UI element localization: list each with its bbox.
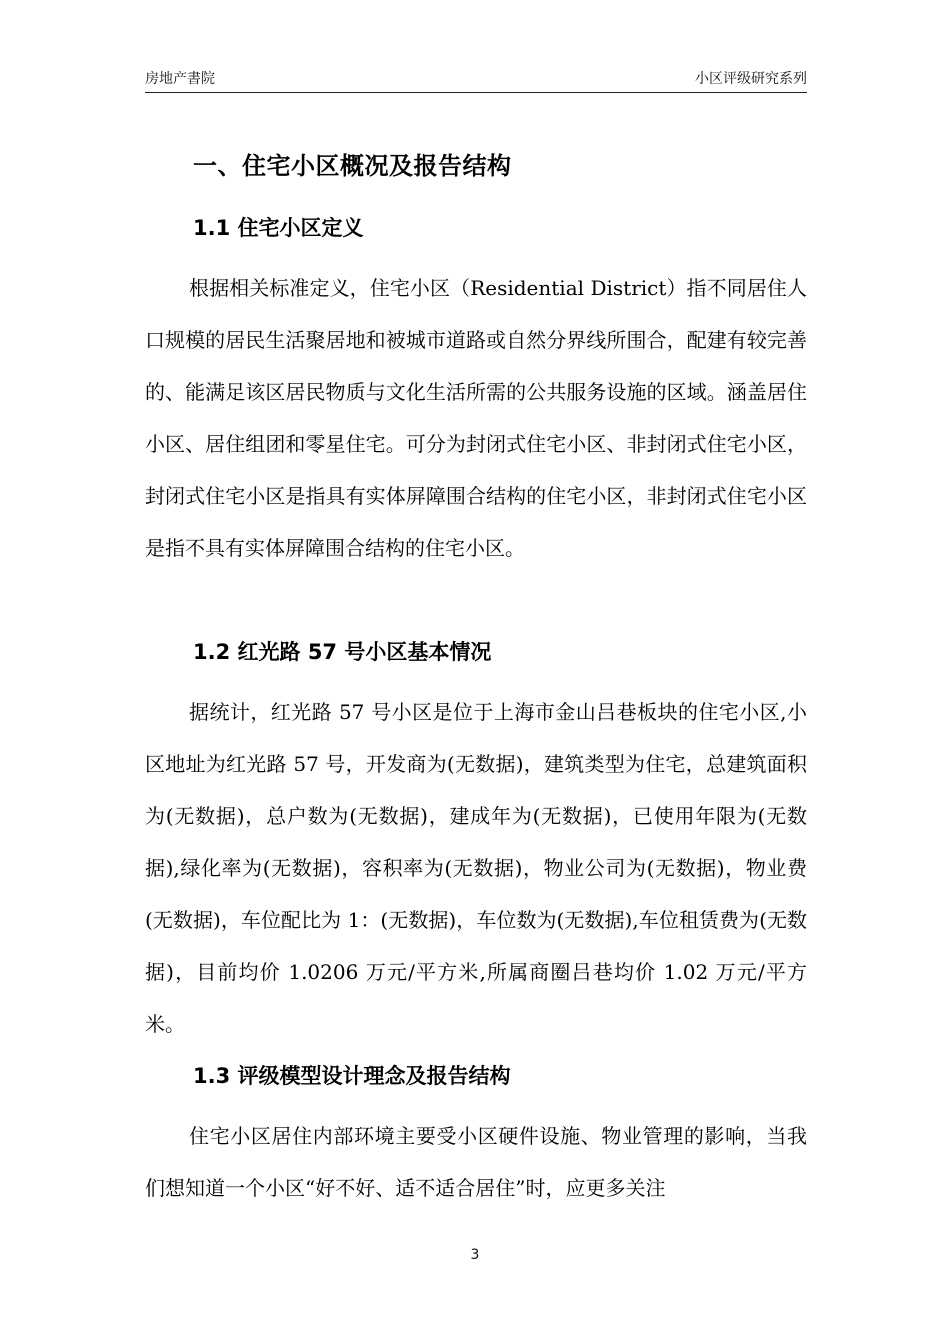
subsection-heading-1-1: 1.1 住宅小区定义: [193, 216, 364, 240]
paragraph-definition: 根据相关标准定义，住宅小区（Residential District）指不同居住人口规模的居民生活聚居地和被城市道路或自然分界线所围合，配建有较完善的、能满足该区居民物质与文化生活所需的公共服务设施的区域。涵盖居住小区、居住组团和零星住宅。可分为封闭式住宅小区、非封闭式住宅小区，封闭式住宅小区是指具有实体屏障围合结构的住宅小区，非封闭式住宅小区是指不具有实体屏障围合结构的住宅小区。: [145, 276, 807, 560]
header-series-title: 小区评级研究系列: [695, 71, 807, 87]
header-publisher: 房地产書院: [145, 71, 215, 87]
subsection-heading-1-3: 1.3 评级模型设计理念及报告结构: [193, 1064, 511, 1088]
page-header: [145, 66, 807, 93]
page-number: 3: [470, 1247, 480, 1263]
subsection-heading-1-2: 1.2 红光路 57 号小区基本情况: [193, 640, 492, 664]
section-heading: 一、住宅小区概况及报告结构: [193, 152, 512, 180]
paragraph-basic-info: 据统计，红光路 57 号小区是位于上海市金山吕巷板块的住宅小区,小区地址为红光路 57 号，开发商为(无数据)，建筑类型为住宅，总建筑面积为(无数据)，总户数为(无数据)，建成年为(无数据)，已使用年限为(无数据),绿化率为(无数据)，容积率为(无数据)，物业公司为(无数据)，物业费(无数据)，车位配比为 1：(无数据)，车位数为(无数据),车位租赁费为(无数据)，目前均价 1.0206 万元/平方米,所属商圈吕巷均价 1.02 万元/平方米。: [145, 700, 807, 1036]
paragraph-model-design: 住宅小区居住内部环境主要受小区硬件设施、物业管理的影响，当我们想知道一个小区“好不好、适不适合居住”时，应更多关注: [145, 1124, 807, 1200]
